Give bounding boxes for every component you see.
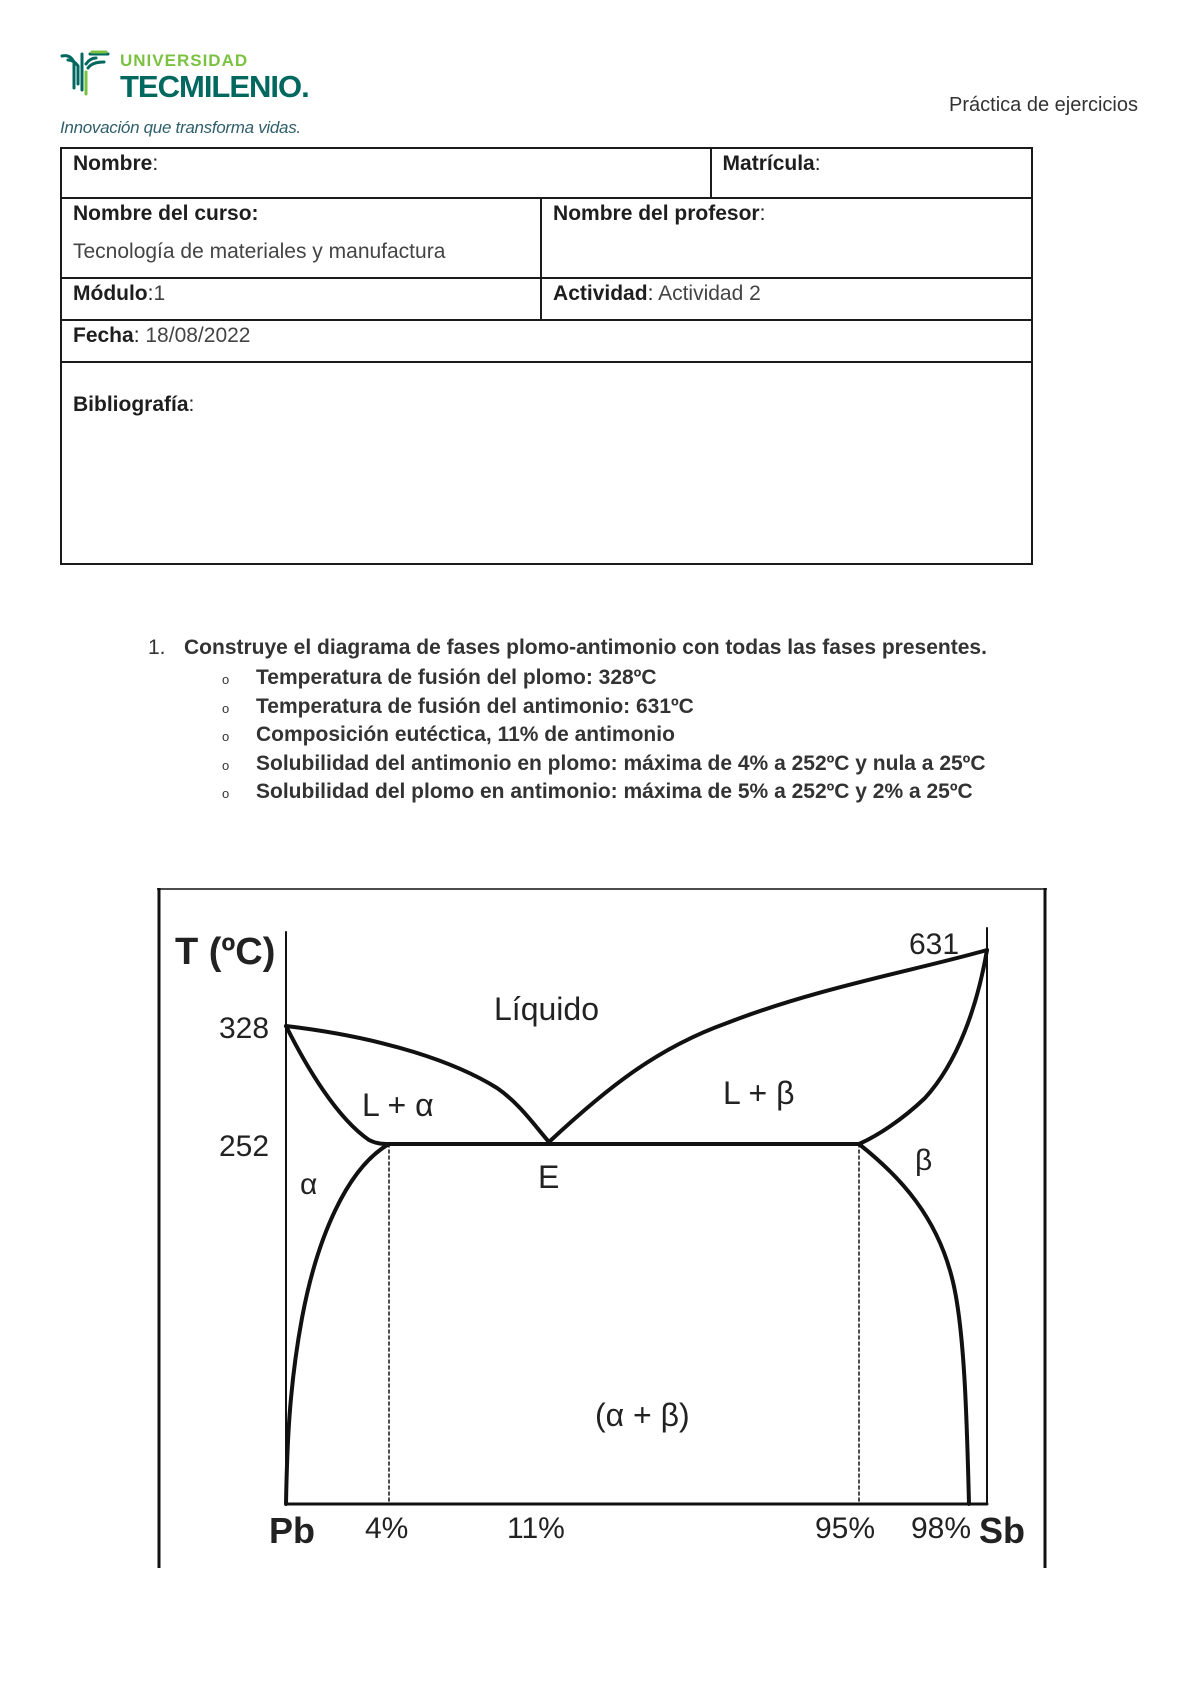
- curso-label: Nombre del curso:: [73, 202, 259, 225]
- actividad-cell: Actividad: Actividad 2: [541, 278, 1032, 320]
- logo-top-text: UNIVERSIDAD: [120, 51, 249, 70]
- bullet-icon: o: [222, 700, 230, 716]
- x-label-pb: Pb: [269, 1510, 316, 1551]
- temp-label-252: 252: [219, 1130, 270, 1163]
- diagram-background: [157, 888, 1047, 1568]
- bibliografia-label: Bibliografía: [73, 393, 189, 416]
- list-item: [222, 750, 1086, 779]
- fecha-label: Fecha: [73, 324, 134, 347]
- question-bullets: [148, 664, 1148, 807]
- curso-value: Tecnología de materiales y manufactura: [73, 240, 446, 263]
- x-label-95pct: 95%: [815, 1512, 876, 1545]
- bullet-text: Temperatura de fusión del antimonio: 631ºC: [256, 694, 694, 718]
- region-liquid: Líquido: [494, 991, 599, 1027]
- curso-cell: [61, 198, 541, 278]
- question-title: [148, 636, 1148, 660]
- temp-label-328: 328: [219, 1012, 270, 1045]
- bullet-icon: o: [222, 757, 230, 773]
- modulo-value: 1: [153, 282, 166, 305]
- bullet-text: Solubilidad del antimonio en plomo: máxima de 4% a 252ºC y nula a 25ºC: [256, 751, 986, 775]
- question-text: Construye el diagrama de fases plomo-antimonio con todas las fases presentes.: [184, 636, 987, 659]
- phase-diagram: [157, 888, 1047, 1568]
- question-number: 1.: [148, 636, 166, 659]
- info-row-modulo: [61, 278, 1032, 320]
- student-info-table: [60, 147, 1033, 565]
- matricula-cell[interactable]: Matrícula:: [711, 148, 1032, 198]
- x-label-11pct: 11%: [507, 1512, 565, 1545]
- nombre-cell[interactable]: Nombre:: [61, 148, 711, 198]
- university-logo: [60, 48, 360, 140]
- question-1: [148, 636, 1148, 807]
- info-row-nombre: [61, 148, 1032, 198]
- list-item: [222, 721, 1086, 750]
- fecha-cell: Fecha: 18/08/2022: [61, 320, 1032, 362]
- region-alpha-beta: (α + β): [595, 1397, 690, 1433]
- eutectic-point-label: E: [538, 1159, 560, 1195]
- region-l-beta: L + β: [723, 1075, 795, 1111]
- temp-label-631: 631: [909, 928, 960, 961]
- region-alpha: α: [300, 1168, 318, 1201]
- profesor-label: Nombre del profesor: [553, 202, 760, 225]
- modulo-cell: Módulo:1: [61, 278, 541, 320]
- matricula-label: Matrícula: [722, 152, 815, 175]
- bullet-text: Composición eutéctica, 11% de antimonio: [256, 723, 675, 746]
- x-label-sb: Sb: [979, 1510, 1026, 1551]
- logo-mark-icon: [60, 50, 110, 96]
- profesor-cell[interactable]: Nombre del profesor:: [541, 198, 1032, 278]
- bullet-icon: o: [222, 786, 230, 801]
- info-row-curso: [61, 198, 1032, 278]
- bullet-icon: o: [222, 729, 230, 744]
- x-label-4pct: 4%: [365, 1512, 409, 1545]
- list-item: [222, 778, 1086, 807]
- logo-tagline: Innovación que transforma vidas.: [60, 118, 301, 137]
- info-row-bibliografia: [61, 362, 1032, 564]
- bibliografia-cell[interactable]: Bibliografía:: [61, 362, 1032, 564]
- logo-main-text: TECMILENIO.: [120, 69, 309, 104]
- region-l-alpha: L + α: [362, 1087, 434, 1123]
- fecha-value: 18/08/2022: [145, 324, 251, 347]
- nombre-label: Nombre: [73, 152, 153, 175]
- actividad-value: Actividad 2: [658, 282, 761, 305]
- region-beta: β: [915, 1144, 933, 1177]
- actividad-label: Actividad: [553, 282, 648, 305]
- list-item: [222, 693, 1086, 722]
- list-item: [222, 664, 1086, 693]
- bullet-text: Solubilidad del plomo en antimonio: máxima de 5% a 252ºC y 2% a 25ºC: [256, 780, 973, 803]
- info-row-fecha: [61, 320, 1032, 362]
- x-label-98pct: 98%: [911, 1512, 972, 1545]
- practice-label: Práctica de ejercicios: [949, 94, 1138, 116]
- bullet-text: Temperatura de fusión del plomo: 328ºC: [256, 666, 657, 689]
- axis-title: T (ºC): [175, 931, 276, 973]
- modulo-label: Módulo: [73, 282, 148, 305]
- bullet-icon: o: [222, 672, 230, 687]
